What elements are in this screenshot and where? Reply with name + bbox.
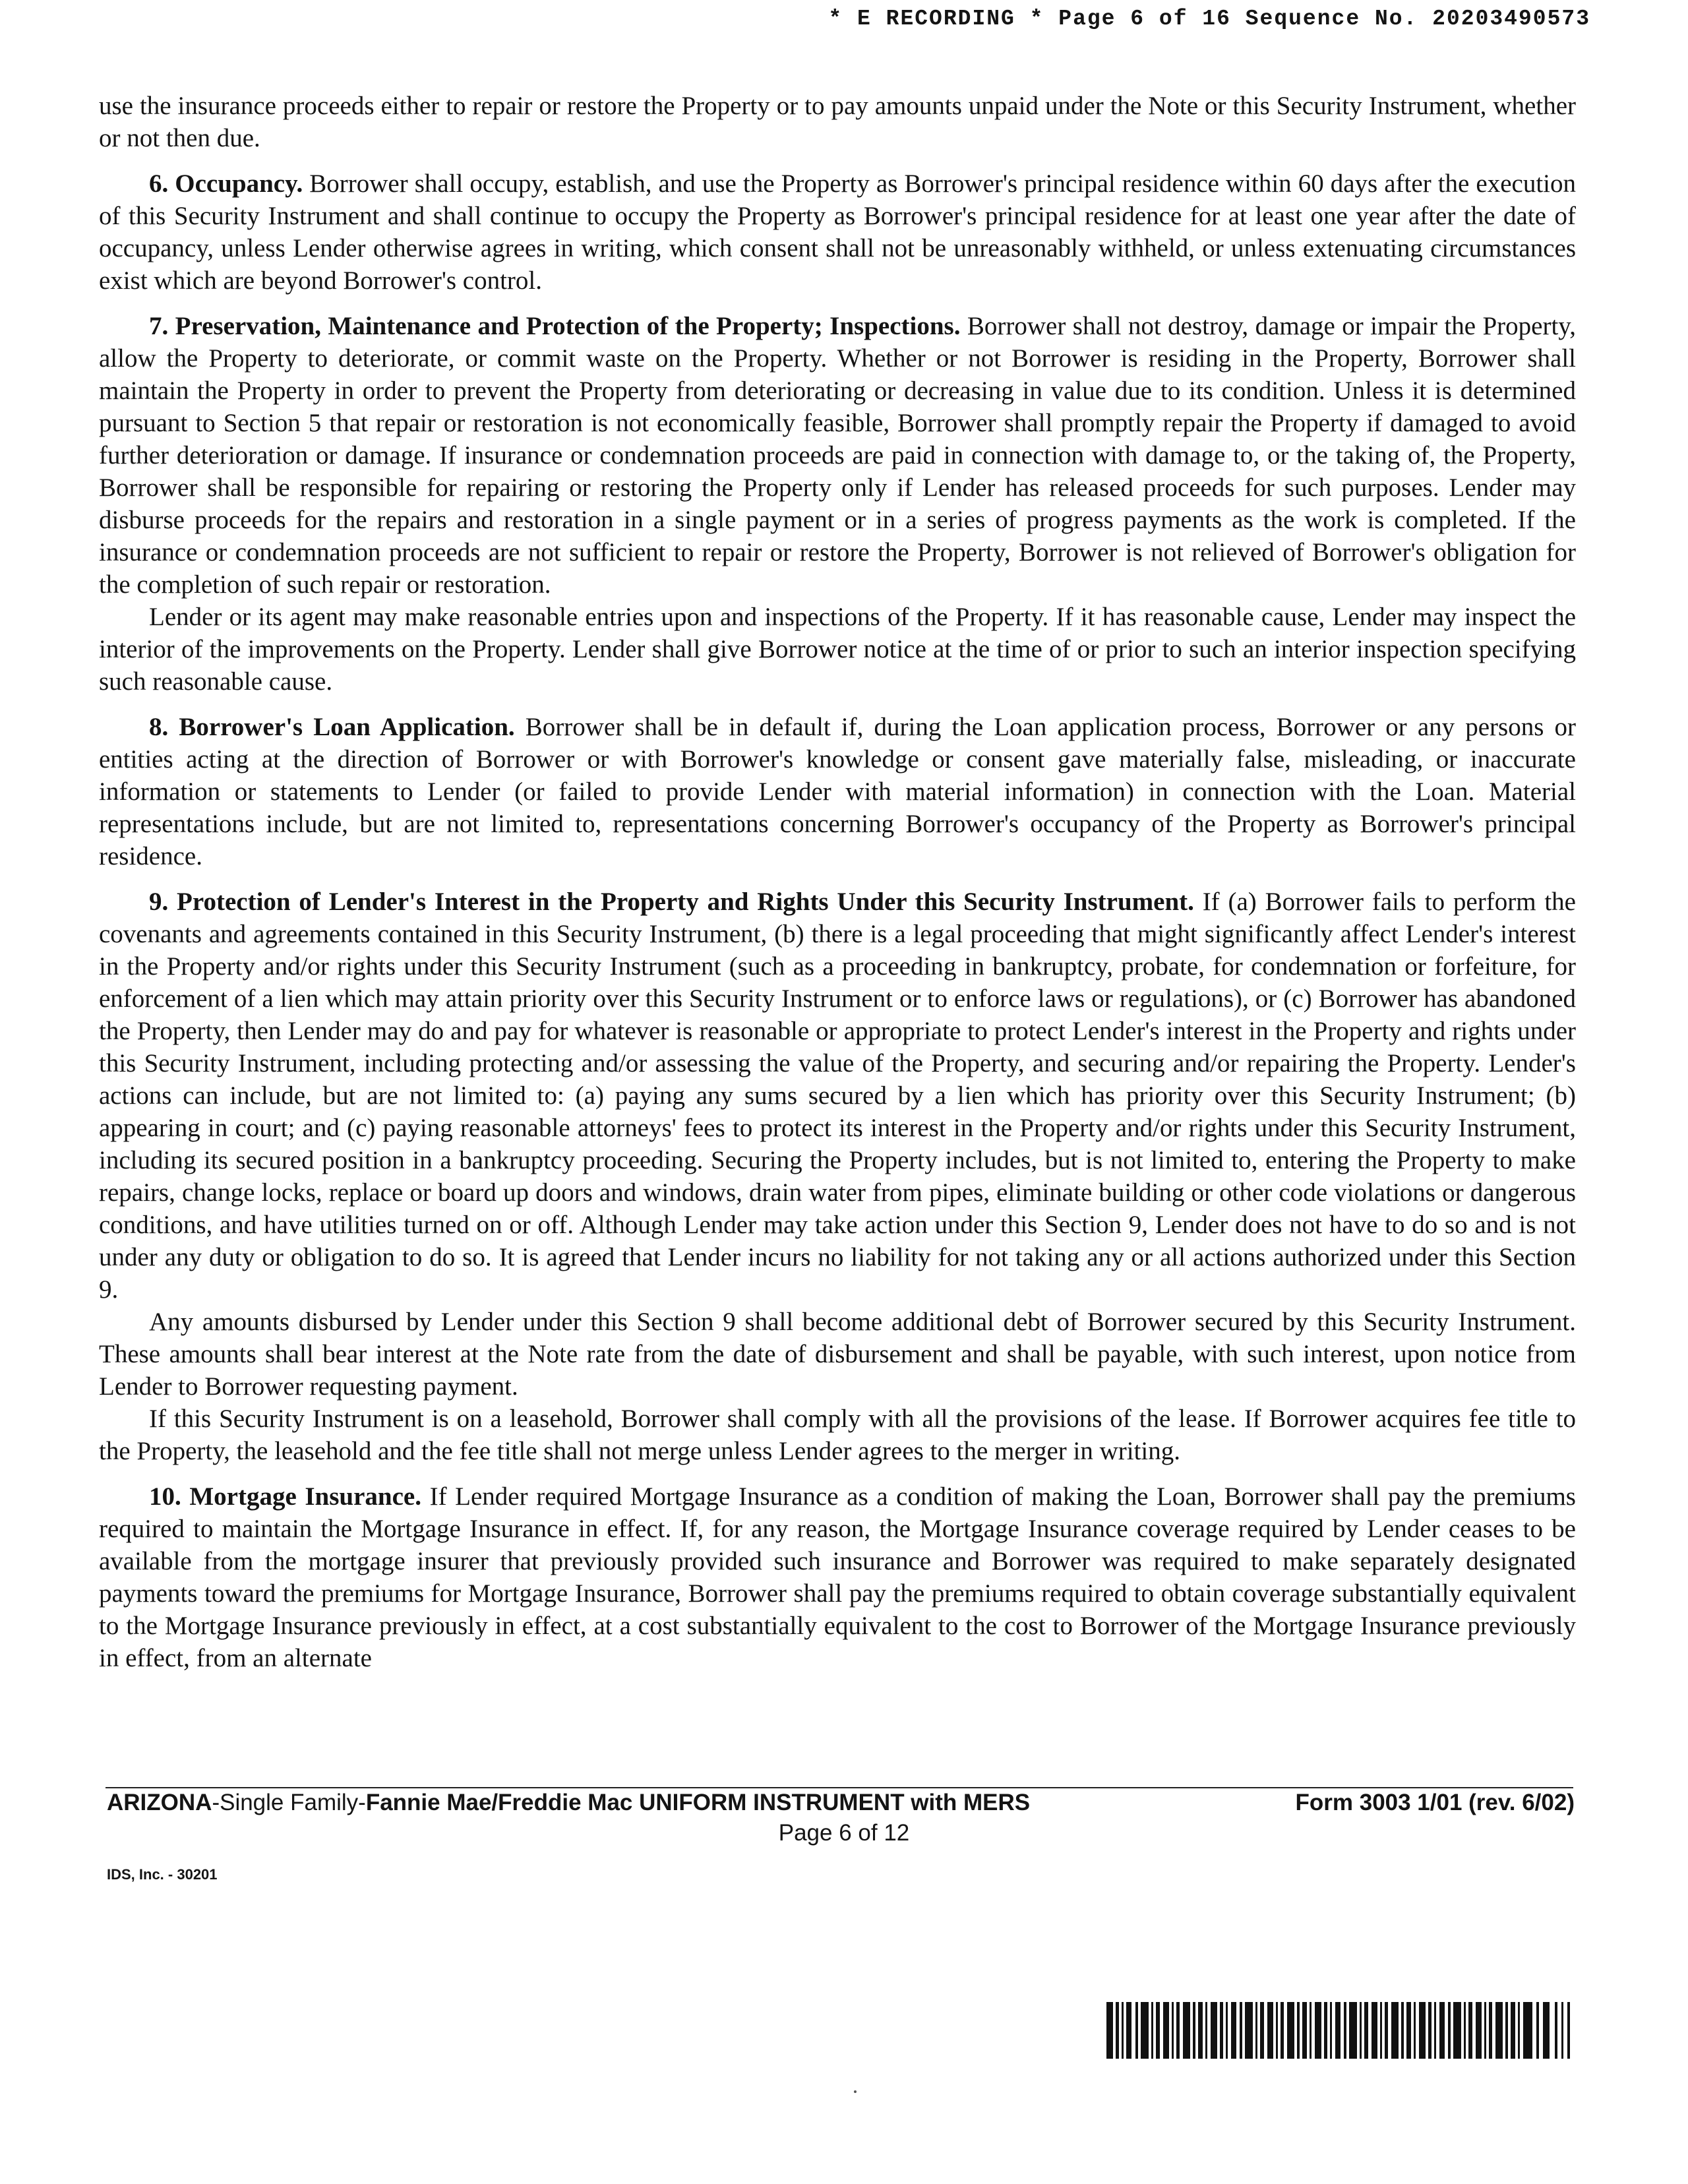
paragraph-section-9-leasehold <box>99 1403 1576 1467</box>
footer-form-number: Form 3003 1/01 (rev. 6/02) <box>1295 1790 1575 1815</box>
footer-form-type: -Single Family- <box>212 1790 366 1815</box>
footer-page-number: Page 6 of 12 <box>778 1820 910 1846</box>
footer-instrument: Fannie Mae/Freddie Mac UNIFORM INSTRUMENT with MERS <box>365 1790 1031 1815</box>
paragraph-section-10 <box>99 1480 1576 1674</box>
paragraph-section-9 <box>99 886 1576 1306</box>
paragraph-section-6 <box>99 167 1576 297</box>
speck <box>854 2090 857 2093</box>
footer-form-title <box>107 1790 1030 1816</box>
paragraph-section-9-amounts <box>99 1306 1576 1403</box>
barcode-icon <box>1106 2002 1572 2059</box>
section-heading: 9. Protection of Lender's Interest in the Property and Rights Under this Security Instrument. <box>149 888 1194 916</box>
recording-stamp: * E RECORDING * Page 6 of 16 Sequence No. 20203490573 <box>828 7 1590 31</box>
paragraph-section-7 <box>99 310 1576 601</box>
section-heading: 7. Preservation, Maintenance and Protection of the Property; Inspections. <box>149 312 961 340</box>
footer-state: ARIZONA <box>107 1790 212 1815</box>
paragraph-text: use the insurance proceeds either to repair or restore the Property or to pay amounts unpaid under the Note or this Security Instrument, whether or not then due. <box>99 92 1576 152</box>
paragraph-section-8 <box>99 711 1576 872</box>
paragraph-text: If (a) Borrower fails to perform the covenants and agreements contained in this Security Instrument, (b) there is a legal proceeding that might significantly affect Lender's interest in the Property and/or rights under this Security Instrument (such as a proceeding in bankruptcy, probate, for condemnation or forfeiture, for enforcement of a lien which may attain priority over this Security Instrument or to enforce laws or regulations), or (c) Borrower has abandoned the Property, then Lender may do and pay for whatever is reasonable or appropriate to protect Lender's interest in the Property and rights under this Security Instrument, including protecting and/or assessing the value of the Property, and securing and/or repairing the Property. Lender's actions can include, but are not limited to: (a) paying any sums secured by a lien which has priority over this Security Instrument; (b) appearing in court; and (c) paying reasonable attorneys' fees to protect its interest in the Property and/or rights under this Security Instrument, including its secured position in a bankruptcy proceeding. Securing the Property includes, but is not limited to, entering the Property to make repairs, change locks, replace or board up doors and windows, drain water from pipes, eliminate building or other code violations or dangerous conditions, and have utilities turned on or off. Although Lender may take action under this Section 9, Lender does not have to do so and is not under any duty or obligation to do so. It is agreed that Lender incurs no liability for not taking any or all actions authorized under this Section 9. <box>99 888 1576 1304</box>
document-body <box>99 90 1576 1674</box>
section-heading: 8. Borrower's Loan Application. <box>149 713 515 741</box>
paragraph-text: Borrower shall occupy, establish, and use the Property as Borrower's principal residence within 60 days after the execution of this Security Instrument and shall continue to occupy the Property as Borrower's principal residence for at least one year after the date of occupancy, unless Lender otherwise agrees in writing, which consent shall not be unreasonably withheld, or unless extenuating circumstances exist which are beyond Borrower's control. <box>99 169 1576 295</box>
paragraph-text: Any amounts disbursed by Lender under this Section 9 shall become additional debt of Borrower secured by this Security Instrument. These amounts shall bear interest at the Note rate from the date of disbursement and shall be payable, with such interest, upon notice from Lender to Borrower requesting payment. <box>99 1308 1576 1401</box>
section-heading: 10. Mortgage Insurance. <box>149 1482 421 1511</box>
vendor-id: IDS, Inc. - 30201 <box>107 1866 218 1883</box>
paragraph-continuation <box>99 90 1576 154</box>
footer-divider <box>106 1787 1573 1788</box>
paragraph-text: Lender or its agent may make reasonable entries upon and inspections of the Property. If it has reasonable cause, Lender may inspect the interior of the improvements on the Property. Lender shall give Borrower notice at the time of or prior to such an interior inspection specifying such reasonable cause. <box>99 603 1576 696</box>
paragraph-text: If Lender required Mortgage Insurance as a condition of making the Loan, Borrower shall pay the premiums required to maintain the Mortgage Insurance in effect. If, for any reason, the Mortgage Insurance coverage required by Lender ceases to be available from the mortgage insurer that previously provided such insurance and Borrower was required to make separately designated payments toward the premiums for Mortgage Insurance, Borrower shall pay the premiums required to obtain coverage substantially equivalent to the Mortgage Insurance previously in effect, at a cost substantially equivalent to the cost to Borrower of the Mortgage Insurance previously in effect, from an alternate <box>99 1482 1576 1672</box>
paragraph-text: Borrower shall not destroy, damage or impair the Property, allow the Property to deteriorate, or commit waste on the Property. Whether or not Borrower is residing in the Property, Borrower shall maintain the Property in order to prevent the Property from deteriorating or decreasing in value due to its condition. Unless it is determined pursuant to Section 5 that repair or restoration is not economically feasible, Borrower shall promptly repair the Property if damaged to avoid further deterioration or damage. If insurance or condemnation proceeds are paid in connection with damage to, or the taking of, the Property, Borrower shall be responsible for repairing or restoring the Property only if Lender has released proceeds for such purposes. Lender may disburse proceeds for the repairs and restoration in a single payment or in a series of progress payments as the work is completed. If the insurance or condemnation proceeds are not sufficient to repair or restore the Property, Borrower is not relieved of Borrower's obligation for the completion of such repair or restoration. <box>99 312 1576 599</box>
section-heading: 6. Occupancy. <box>149 169 303 198</box>
paragraph-text: Borrower shall be in default if, during the Loan application process, Borrower or any persons or entities acting at the direction of Borrower or with Borrower's knowledge or consent gave materially false, misleading, or inaccurate information or statements to Lender (or failed to provide Lender with material information) in connection with the Loan. Material representations include, but are not limited to, representations concerning Borrower's occupancy of the Property as Borrower's principal residence. <box>99 713 1576 870</box>
paragraph-text: If this Security Instrument is on a leasehold, Borrower shall comply with all the provisions of the lease. If Borrower acquires fee title to the Property, the leasehold and the fee title shall not merge unless Lender agrees to the merger in writing. <box>99 1405 1576 1465</box>
paragraph-section-7-inspections <box>99 601 1576 698</box>
